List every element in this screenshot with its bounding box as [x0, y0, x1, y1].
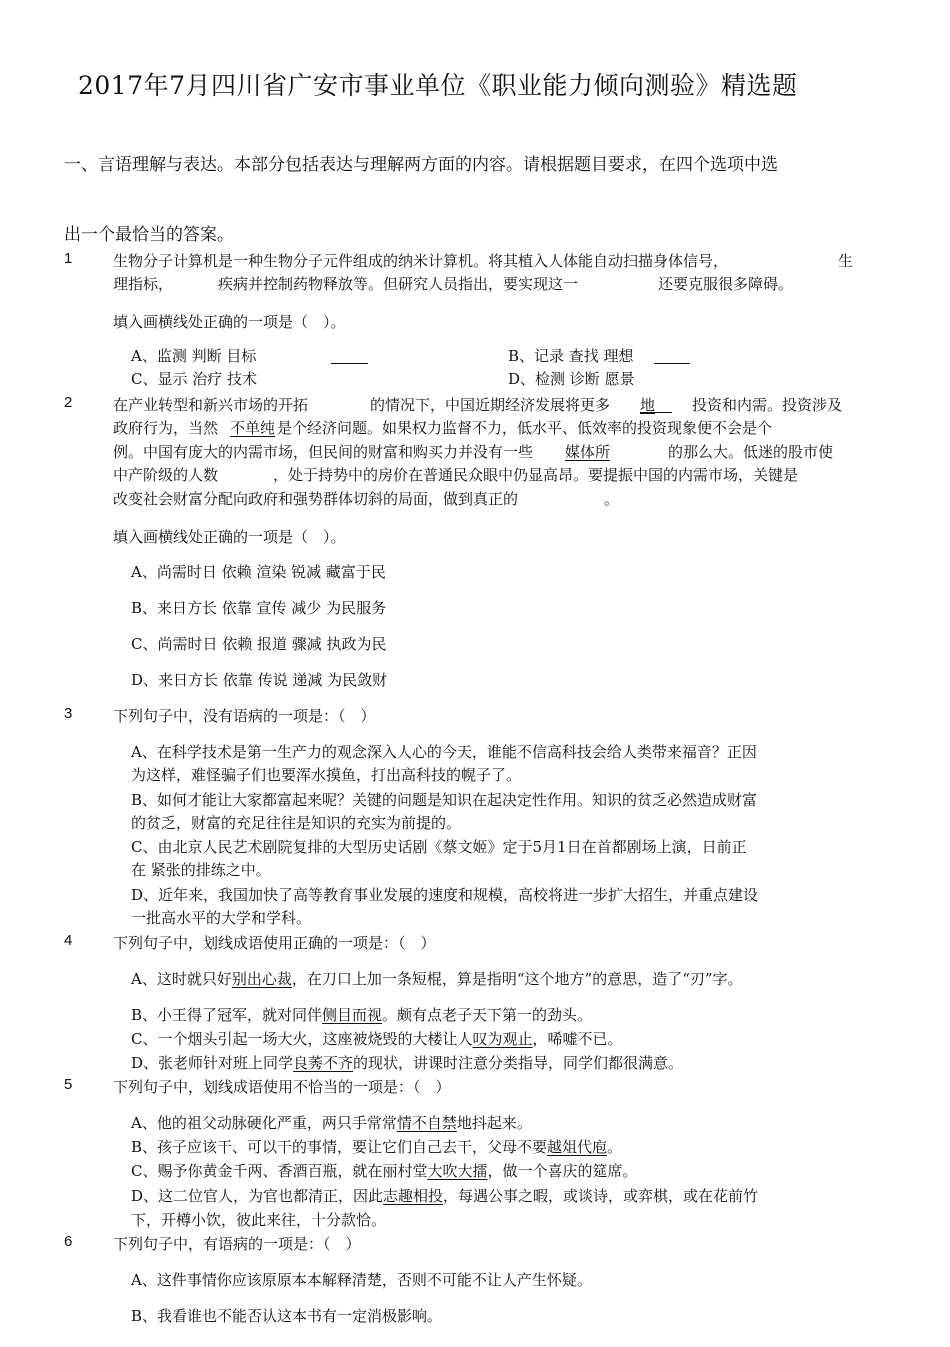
q5-option-b[interactable] [131, 1136, 622, 1157]
option-text: 。颇有点老子天下第一的劲头。 [382, 1006, 593, 1024]
q1-text-part-e: 还要克服很多障碍。 [658, 275, 794, 293]
q1-text-part-c: 理指标， [113, 275, 174, 293]
q1-text-part-b: 生 [838, 252, 854, 270]
q3-option-c-line1[interactable]: C、由北京人民艺术剧院复排的大型历史话剧《蔡文姬》定于5月1日在首都剧场上演，日前正 [131, 838, 747, 856]
q2-line5-b: 。 [604, 490, 620, 508]
q4-option-b[interactable] [131, 1004, 592, 1025]
blank-line [331, 347, 368, 364]
underlined-idiom: 大吹大擂 [427, 1162, 488, 1180]
question-number: 5 [64, 1076, 73, 1093]
underlined-idiom: 志趣相投 [383, 1187, 444, 1205]
option-text: ，在刀口上加一条短棍，算是指明“这个地方”的意思，造了“刃”字。 [291, 970, 743, 988]
q4-option-a[interactable] [131, 968, 743, 989]
q2-option-a[interactable]: A、尚需时日 依赖 渲染 锐减 藏富于民 [131, 563, 386, 581]
section-instruction-line1: 一、言语理解与表达。本部分包括表达与理解两方面的内容。请根据题目要求，在四个选项中选 [64, 155, 778, 175]
q2-line2-b: 不单纯 [230, 419, 276, 437]
section-instruction-line2: 出一个最恰当的答案。 [64, 225, 234, 245]
q5-option-d[interactable] [131, 1185, 758, 1206]
q2-line4-a: 中产阶级的人数 [113, 466, 219, 484]
q2-prompt: 填入画横线处正确的一项是（ ）。 [113, 528, 346, 546]
q2-line1-c: 地 [640, 396, 656, 414]
underlined-idiom: 侧目而视 [322, 1006, 383, 1024]
underlined-idiom: 良莠不齐 [293, 1054, 354, 1072]
question-number: 1 [64, 250, 73, 267]
q4-option-c[interactable] [131, 1028, 623, 1049]
q3-option-c-line2: 在 紧张的排练之中。 [131, 861, 271, 879]
q3-option-b-line1[interactable]: B、如何才能让大家都富起来呢？关键的问题是知识在起决定性作用。知识的贫乏必然造成财富 [131, 791, 758, 809]
q4-stem: 下列句子中，划线成语使用正确的一项是：（ ） [113, 934, 436, 952]
underlined-idiom: 别出心裁 [231, 970, 292, 988]
option-text: 的现状，讲课时注意分类指导，同学们都很满意。 [353, 1054, 684, 1072]
q2-option-d[interactable]: D、来日方长 依靠 传说 递减 为民敛财 [131, 671, 388, 689]
q2-line1-b: 的情况下，中国近期经济发展将更多 [370, 396, 611, 414]
q1-option-d[interactable]: D、检测 诊断 愿景 [508, 370, 635, 388]
q1-option-c[interactable]: C、显示 治疗 技术 [131, 370, 258, 388]
q1-option-b[interactable]: B、记录 查找 理想 [508, 347, 634, 365]
q2-option-b[interactable]: B、来日方长 依靠 宣传 减少 为民服务 [131, 599, 387, 617]
q5-option-c[interactable] [131, 1160, 638, 1181]
option-text: A、这时就只好 [131, 970, 232, 988]
option-text: A、他的祖父动脉硬化严重，两只手常常 [131, 1114, 397, 1132]
q1-text-part-a: 生物分子计算机是一种生物分子元件组成的纳米计算机。将其植入人体能自动扫描身体信号， [113, 252, 729, 270]
q2-line3-a: 例。中国有庞大的内需市场，但民间的财富和购买力并没有一些 [113, 443, 534, 461]
option-text: C、一个烟头引起一场大火，这座被烧毁的大楼让人 [131, 1030, 473, 1048]
option-text: B、孩子应该干、可以干的事情，要让它们自己去干，父母不要 [131, 1138, 548, 1156]
option-text: ，做一个喜庆的筵席。 [487, 1162, 638, 1180]
q6-stem: 下列句子中，有语病的一项是：（ ） [113, 1235, 361, 1253]
q5-option-a[interactable] [131, 1112, 532, 1133]
option-text: 地抖起来。 [456, 1114, 532, 1132]
q2-line3-b: 媒体所 [565, 443, 611, 461]
q2-option-c[interactable]: C、尚需时日 依赖 报道 骤减 执政为民 [131, 635, 387, 653]
q4-option-d[interactable] [131, 1052, 683, 1073]
blank-line [654, 347, 690, 364]
option-text: 。 [607, 1138, 623, 1156]
q6-option-a[interactable]: A、这件事情你应该原原本本解释清楚，否则不可能不让人产生怀疑。 [131, 1271, 592, 1289]
option-text: D、张老师针对班上同学 [131, 1054, 294, 1072]
option-text: ，唏嘘不已。 [532, 1030, 623, 1048]
q2-line5-a: 改变社会财富分配向政府和强势群体切斜的局面，做到真正的 [113, 490, 519, 508]
question-number: 2 [64, 394, 73, 411]
page-title: 2017年7月四川省广安市事业单位《职业能力倾向测验》精选题 [78, 71, 798, 100]
option-text: ，每遇公事之暇，或谈诗，或弈棋，或在花前竹 [443, 1187, 759, 1205]
blank-line [640, 396, 672, 413]
q6-option-b[interactable]: B、我看谁也不能否认这本书有一定消极影响。 [131, 1307, 443, 1325]
q2-line3-c: 的那么大。低迷的股市使 [668, 443, 834, 461]
q1-prompt: 填入画横线处正确的一项是（ ）。 [113, 313, 346, 331]
q2-line2-c: 是个经济问题。如果权力监督不力，低水平、低效率的投资现象便不会是个 [277, 419, 773, 437]
q2-line2-a: 政府行为，当然 [113, 419, 219, 437]
question-number: 6 [64, 1233, 73, 1250]
q1-text-part-d: 疾病并控制药物释放等。但研究人员指出，要实现这一 [218, 275, 579, 293]
q5-stem: 下列句子中，划线成语使用不恰当的一项是：（ ） [113, 1078, 451, 1096]
option-text: B、小王得了冠军，就对同伴 [131, 1006, 323, 1024]
q3-option-d-line1[interactable]: D、近年来，我国加快了高等教育事业发展的速度和规模，高校将进一步扩大招生，并重点建设 [131, 886, 759, 904]
q3-option-d-line2: 一批高水平的大学和学科。 [131, 909, 312, 927]
question-number: 3 [64, 705, 73, 722]
option-text: D、这二位官人，为官也都清正，因此 [131, 1187, 384, 1205]
question-number: 4 [64, 932, 73, 949]
underlined-idiom: 越俎代庖 [547, 1138, 608, 1156]
q3-stem: 下列句子中，没有语病的一项是：（ ） [113, 707, 376, 725]
q3-option-b-line2: 的贫乏，财富的充足往往是知识的充实为前提的。 [131, 814, 462, 832]
q3-option-a-line1[interactable]: A、在科学技术是第一生产力的观念深入人心的今天，谁能不信高科技会给人类带来福音？正因 [131, 743, 757, 761]
q2-line1-d: 投资和内需。投资涉及 [692, 396, 843, 414]
underlined-idiom: 叹为观止 [472, 1030, 533, 1048]
q1-option-a[interactable]: A、监测 判断 目标 [131, 347, 257, 365]
q5-option-d-line2: 下，开樽小饮，彼此来往，十分款恰。 [131, 1211, 387, 1229]
option-text: C、赐予你黄金千两、香酒百瓶，就在丽村堂 [131, 1162, 428, 1180]
q2-line4-b: ，处于持势中的房价在普通民众眼中仍显高昂。要提振中国的内需市场，关键是 [273, 466, 799, 484]
underlined-idiom: 情不自禁 [396, 1114, 457, 1132]
q3-option-a-line2: 为这样，难怪骗子们也要浑水摸鱼，打出高科技的幌子了。 [131, 766, 522, 784]
q2-line1-a: 在产业转型和新兴市场的开拓 [113, 396, 309, 414]
